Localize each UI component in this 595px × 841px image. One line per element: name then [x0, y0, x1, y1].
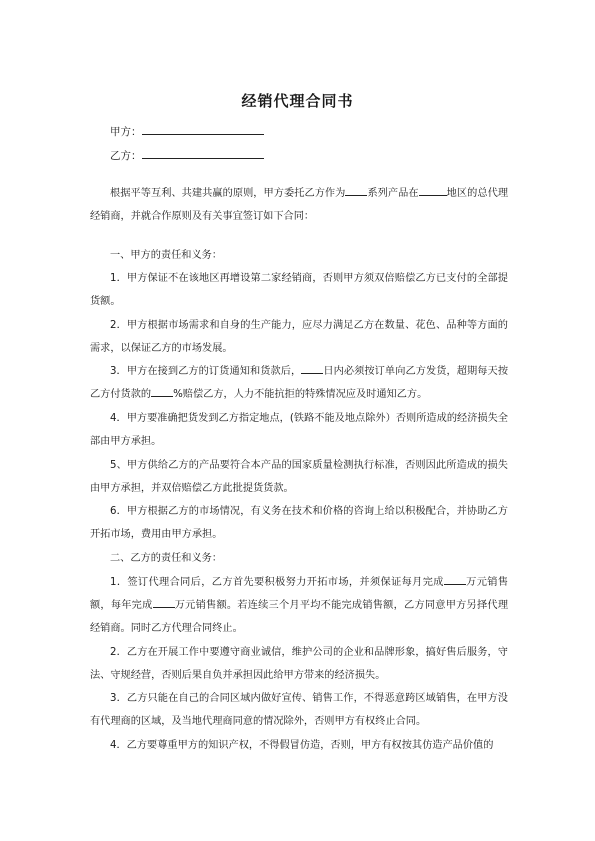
- document-title: 经销代理合同书: [241, 92, 354, 110]
- clause-b3: 3．乙方只能在自己的合同区域内做好宣传、销售工作，不得恶意跨区域销售，在甲方没有代理商的区域，及当地代理商同意的情况除外，否则甲方有权终止合同。: [90, 693, 508, 727]
- days-blank: [301, 364, 323, 374]
- clause-a2: 2．甲方根据市场需求和自身的生产能力，应尽力满足乙方在数量、花色、品种等方面的需求，以保证乙方的市场发展。: [90, 320, 508, 354]
- party-a-blank: [142, 124, 264, 135]
- clause-a6: 6．甲方根据乙方的市场情况，有义务在技术和价格的咨询上给以积极配合，并协助乙方开拓市场，费用由甲方承担。: [90, 506, 508, 540]
- yearly-sales-blank: [153, 598, 175, 608]
- party-b-label: 乙方：: [110, 150, 142, 162]
- party-b-line: [110, 148, 264, 163]
- section-b-heading: 二、乙方的责任和义务：: [110, 553, 223, 564]
- clause-b1: 1．签订代理合同后，乙方首先要积极努力开拓市场，并须保证每月完成 万元销售额，每年完成 万元销售额。若连续三个月平均不能完成销售额，乙方同意甲方另择代理经销商。同时乙方代理合同终止。: [90, 577, 509, 634]
- clause-a1: 1．甲方保证不在该地区再增设第二家经销商，否则甲方须双倍赔偿乙方已支付的全部提货额。: [90, 273, 508, 307]
- clause-b2: 2．乙方在开展工作中要遵守商业诚信，维护公司的企业和品牌形象，搞好售后服务，守法、守规经营，否则后果自负并承担因此给甲方带来的经济损失。: [90, 647, 508, 681]
- product-blank: [345, 186, 367, 196]
- section-a-heading: 一、甲方的责任和义务：: [110, 250, 223, 261]
- clause-a4: 4．甲方要准确把货发到乙方指定地点，(铁路不能及地点除外）否则所造成的经济损失全部由甲方承担。: [90, 413, 508, 447]
- party-a-line: [110, 124, 264, 139]
- clause-b4: 4．乙方要尊重甲方的知识产权，不得假冒仿造，否则，甲方有权按其仿造产品价值的: [110, 740, 494, 751]
- monthly-sales-blank: [444, 575, 466, 585]
- region-blank: [419, 186, 447, 196]
- party-a-label: 甲方：: [110, 126, 142, 138]
- clause-a3: 3．甲方在接到乙方的订货通知和货款后， 日内必须按订单向乙方发货，超期每天按乙方付货款的 %赔偿乙方，人力不能抗拒的特殊情况应及时通知乙方。: [90, 366, 508, 400]
- intro-paragraph: 根据平等互利、共建共赢的原则，甲方委托乙方作为 系列产品在 地区的总代理经销商，并就合作原则及有关事宜签订如下合同：: [90, 188, 509, 222]
- percent-blank: [151, 387, 173, 397]
- party-b-blank: [142, 148, 264, 159]
- clause-a5: 5、甲方供给乙方的产品要符合本产品的国家质量检测执行标准，否则因此所造成的损失由甲方承担，并双倍赔偿乙方此批提货货款。: [90, 460, 508, 494]
